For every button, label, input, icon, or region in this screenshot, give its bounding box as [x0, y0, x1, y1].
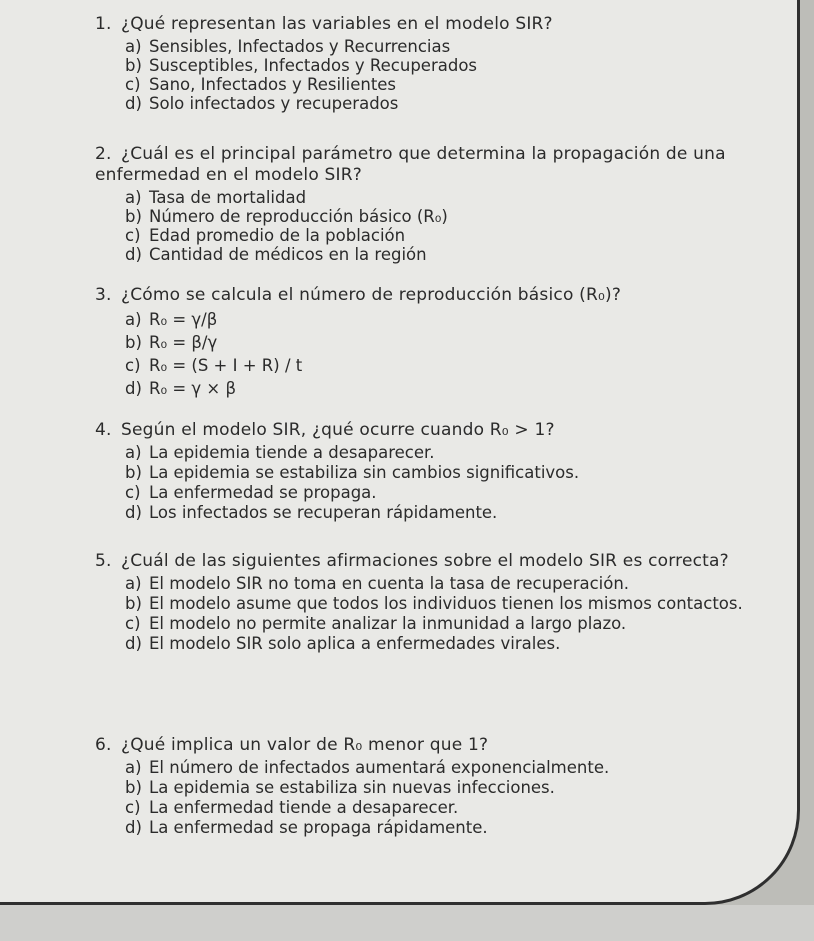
question-1: [95, 14, 755, 113]
question-4: [95, 420, 755, 523]
option-b[interactable]: b) R₀ = β/γ: [125, 333, 218, 352]
option-d[interactable]: d) Los infectados se recuperan rápidamente.: [125, 503, 498, 522]
question-text: ¿Cuál es el principal parámetro que determina la propagación de una enfermedad en el modelo SIR?: [95, 144, 726, 185]
question-number: 3.: [95, 285, 112, 305]
question-text: ¿Cuál de las siguientes afirmaciones sobre el modelo SIR es correcta?: [121, 551, 729, 571]
option-c[interactable]: c) R₀ = (S + I + R) / t: [125, 356, 303, 375]
question-2: [95, 144, 755, 264]
question-text: ¿Qué implica un valor de R₀ menor que 1?: [121, 735, 489, 755]
option-c[interactable]: c) La enfermedad se propaga.: [125, 483, 377, 502]
option-b[interactable]: b) Susceptibles, Infectados y Recuperados: [125, 56, 478, 75]
option-d[interactable]: d) La enfermedad se propaga rápidamente.: [125, 818, 488, 837]
question-number: 4.: [95, 420, 112, 440]
option-a[interactable]: a) El número de infectados aumentará exponencialmente.: [125, 758, 610, 777]
question-text: ¿Cómo se calcula el número de reproducción básico (R₀)?: [121, 285, 622, 305]
option-b[interactable]: b) El modelo asume que todos los individuos tienen los mismos contactos.: [125, 594, 743, 613]
question-3: [95, 285, 755, 400]
question-text: ¿Qué representan las variables en el modelo SIR?: [121, 14, 553, 34]
option-c[interactable]: c) El modelo no permite analizar la inmunidad a largo plazo.: [125, 614, 627, 633]
question-text: Según el modelo SIR, ¿qué ocurre cuando R₀ > 1?: [121, 420, 555, 440]
option-a[interactable]: a) El modelo SIR no toma en cuenta la tasa de recuperación.: [125, 574, 630, 593]
option-d[interactable]: d) R₀ = γ × β: [125, 379, 237, 398]
question-number: 1.: [95, 14, 112, 34]
option-c[interactable]: c) Sano, Infectados y Resilientes: [125, 75, 397, 94]
option-d[interactable]: d) Cantidad de médicos en la región: [125, 245, 427, 264]
question-6: [95, 735, 755, 838]
question-number: 2.: [95, 144, 112, 164]
option-b[interactable]: b) Número de reproducción básico (R₀): [125, 207, 448, 226]
option-a[interactable]: a) Tasa de mortalidad: [125, 188, 307, 207]
table-surface: [0, 905, 814, 941]
option-a[interactable]: a) Sensibles, Infectados y Recurrencias: [125, 37, 451, 56]
option-a[interactable]: a) R₀ = γ/β: [125, 310, 218, 329]
question-number: 6.: [95, 735, 112, 755]
question-5: [95, 551, 755, 654]
question-number: 5.: [95, 551, 112, 571]
option-c[interactable]: c) Edad promedio de la población: [125, 226, 406, 245]
option-d[interactable]: d) Solo infectados y recuperados: [125, 94, 399, 113]
option-b[interactable]: b) La epidemia se estabiliza sin cambios significativos.: [125, 463, 580, 482]
option-d[interactable]: d) El modelo SIR solo aplica a enfermedades virales.: [125, 634, 561, 653]
option-b[interactable]: b) La epidemia se estabiliza sin nuevas infecciones.: [125, 778, 555, 797]
option-a[interactable]: a) La epidemia tiende a desaparecer.: [125, 443, 435, 462]
option-c[interactable]: c) La enfermedad tiende a desaparecer.: [125, 798, 459, 817]
